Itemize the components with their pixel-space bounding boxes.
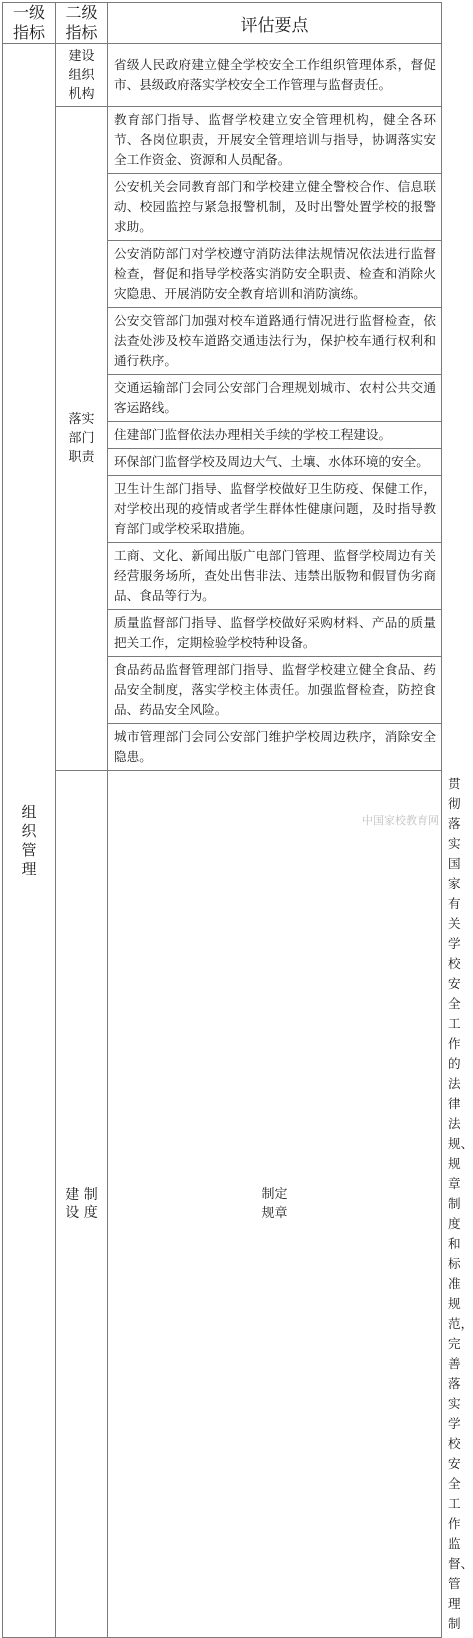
table-row — [3, 44, 442, 107]
point-cell: 住建部门监督依法办理相关手续的学校工程建设。 — [108, 422, 442, 449]
table-row — [3, 107, 442, 174]
level2-implement-duty: 落实 部门 职责 — [56, 107, 108, 771]
header-level1: 一级 指标 — [3, 3, 56, 44]
point-cell: 质量监督部门指导、监督学校做好采购材料、产品的质量把关工作，定期检验学校特种设备。 — [108, 610, 442, 657]
level1-org-mgmt: 组织管理 — [3, 44, 56, 1638]
level2-make-rules: 制定 规章 — [108, 771, 442, 1638]
point-cell: 公安交管部门加强对校车道路通行情况进行监督检查，依法查处涉及校车道路交通违法行为，保护校车通行权利和通行秩序。 — [108, 308, 442, 375]
point-cell: 城市管理部门会同公安部门维护学校周边秩序，消除安全隐患。 — [108, 724, 442, 771]
level2-establish-org: 建设 组织 机构 — [56, 44, 108, 107]
point-cell: 省级人民政府建立健全学校安全工作组织管理体系，督促市、县级政府落实学校安全工作管理与监督责任。 — [108, 44, 442, 107]
level1-system: 建 制 设 度 — [56, 771, 108, 1638]
point-cell: 食品药品监督管理部门指导、监督学校建立健全食品、药品安全制度，落实学校主体责任。加强监督检查，防控食品、药品安全风险。 — [108, 657, 442, 724]
point-cell: 公安机关会同教育部门和学校建立健全警校合作、信息联动、校园监控与紧急报警机制，及时出警处置学校的报警求助。 — [108, 174, 442, 241]
point-cell: 交通运输部门会同公安部门合理规划城市、农村公共交通客运路线。 — [108, 375, 442, 422]
point-cell: 教育部门指导、监督学校建立安全管理机构，健全各环节、各岗位职责，开展安全管理培训与指导，协调落实安全工作资金、资源和人员配备。 — [108, 107, 442, 174]
watermark: 中国家校教育网 — [362, 814, 439, 827]
header-level2: 二级 指标 — [56, 3, 108, 44]
header-row — [3, 3, 442, 44]
table-row: 建 制 设 度 制定 规章 贯彻落实国家有关学校安全工作的法律法规、规章制度和标准规范，完善落实学校安全工作监督、管理制 — [3, 771, 442, 1638]
header-points: 评估要点 — [108, 3, 442, 44]
point-cell: 工商、文化、新闻出版广电部门管理、监督学校周边有关经营服务场所，查处出售非法、违禁出版物和假冒伪劣商品、食品等行为。 — [108, 543, 442, 610]
point-cell: 环保部门监督学校及周边大气、土壤、水体环境的安全。 — [108, 449, 442, 476]
point-cell: 公安消防部门对学校遵守消防法律法规情况依法进行监督检查，督促和指导学校落实消防安全职责、检查和消除火灾隐患、开展消防安全教育培训和消防演练。 — [108, 241, 442, 308]
point-cell: 卫生计生部门指导、监督学校做好卫生防疫、保健工作，对学校出现的疫情或者学生群体性健康问题，及时指导教育部门或学校采取措施。 — [108, 476, 442, 543]
